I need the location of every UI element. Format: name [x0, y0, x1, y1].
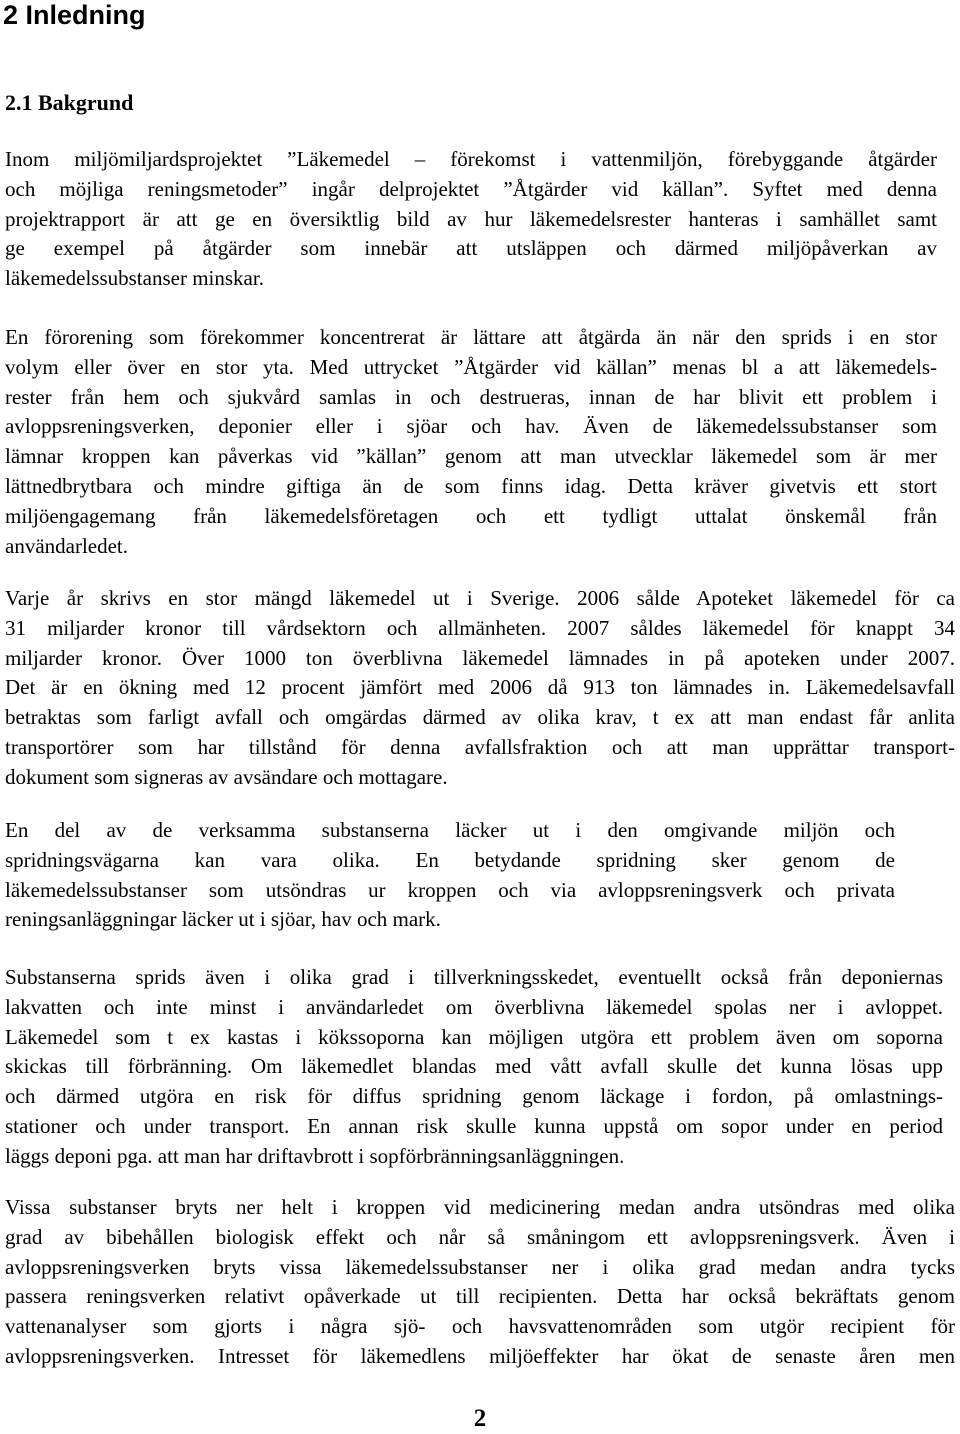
text-line: Varje år skrivs en stor mängd läkemedel ut i Sverige. 2006 sålde Apoteket läkemedel för ca — [5, 586, 955, 610]
text-line: avloppsreningsverken bryts vissa läkemedelssubstanser ner i olika grad medan andra tycks — [5, 1254, 955, 1279]
paragraph-4 — [5, 816, 895, 935]
text-line: miljöengagemang från läkemedelsföretagen och ett tydligt uttalat önskemål från — [5, 503, 937, 528]
text-line: lakvatten och inte minst i användarledet om överblivna läkemedel spolas ner i avloppet. — [5, 994, 943, 1019]
text-line: avloppsreningsverken, deponier eller i sjöar och hav. Även de läkemedelssubstanser som — [5, 414, 937, 439]
text-line: Substanserna sprids även i olika grad i tillverkningsskedet, eventuellt också från deponiernas — [5, 965, 943, 989]
text-line: vattenanalyser som gjorts i några sjö- och havsvattenområden som utgör recipient för — [5, 1314, 955, 1339]
text-line: stationer och under transport. En annan risk skulle kunna uppstå om sopor under en period — [5, 1113, 943, 1138]
page-number: 2 — [473, 1405, 487, 1432]
section-heading: 2.1 Bakgrund — [5, 90, 134, 115]
text-line: volym eller över en stor yta. Med uttrycket ”Åtgärder vid källan” menas bl a att läkemedels- — [5, 354, 937, 379]
text-line: användarledet. — [5, 533, 129, 558]
text-line: läggs deponi pga. att man har driftavbrott i sopförbränningsanläggningen. — [5, 1143, 625, 1168]
text-line: Inom miljömiljardsprojektet ”Läkemedel – förekomst i vattenmiljön, förebyggande åtgärder — [5, 147, 937, 171]
text-line: Läkemedel som t ex kastas i kökssoporna kan möjligen utgöra ett problem även om soporna — [5, 1024, 943, 1049]
text-line: rester från hem och sjukvård samlas in och destrueras, innan de har blivit ett problem i — [5, 384, 937, 409]
paragraph-6 — [5, 1193, 955, 1372]
text-line: En del av de verksamma substanserna läcker ut i den omgivande miljön och — [5, 818, 895, 842]
text-line: lättnedbrytbara och mindre giftiga än de som finns idag. Detta kräver givetvis ett stort — [5, 473, 937, 498]
text-line: betraktas som farligt avfall och omgärdas därmed av olika krav, t ex att man endast får anlita — [5, 705, 955, 730]
text-line: läkemedelssubstanser som utsöndras ur kroppen och via avloppsreningsverk och privata — [5, 877, 895, 902]
text-line: Vissa substanser bryts ner helt i kroppen vid medicinering medan andra utsöndras med olika — [5, 1195, 955, 1219]
text-line: projektrapport är att ge en översiktlig bild av hur läkemedelsrester hanteras i samhället samt — [5, 206, 937, 231]
text-line: spridningsvägarna kan vara olika. En betydande spridning sker genom de — [5, 847, 895, 872]
text-line: Det är en ökning med 12 procent jämfört med 2006 då 913 ton lämnades in. Läkemedelsavfall — [5, 675, 955, 700]
text-line: 31 miljarder kronor till vårdsektorn och allmänheten. 2007 såldes läkemedel för knappt 34 — [5, 615, 955, 640]
text-line: ge exempel på åtgärder som innebär att utsläppen och därmed miljöpåverkan av — [5, 236, 937, 261]
text-line: passera reningsverken relativt opåverkade ut till recipienten. Detta har också bekräftats genom — [5, 1284, 955, 1309]
text-line: reningsanläggningar läcker ut i sjöar, hav och mark. — [5, 907, 441, 932]
text-line: En förorening som förekommer koncentrerat är lättare att åtgärda än när den sprids i en stor — [5, 325, 937, 349]
text-line: läkemedelssubstanser minskar. — [5, 266, 264, 291]
paragraph-5 — [5, 963, 943, 1172]
paragraph-1 — [5, 145, 937, 294]
paragraph-2 — [5, 323, 937, 561]
text-line: lämnar kroppen kan påverkas vid ”källan” genom att man utvecklar läkemedel som är mer — [5, 444, 937, 469]
text-line: grad av bibehållen biologisk effekt och når så småningom ett avloppsreningsverk. Även i — [5, 1224, 955, 1249]
chapter-heading: 2 Inledning — [3, 0, 146, 30]
text-line: och möjliga reningsmetoder” ingår delprojektet ”Åtgärder vid källan”. Syftet med denna — [5, 176, 937, 201]
text-line: avloppsreningsverken. Intresset för läkemedlens miljöeffekter har ökat de senaste åren men — [5, 1343, 955, 1368]
text-line: skickas till förbränning. Om läkemedlet blandas med vått avfall skulle det kunna lösas upp — [5, 1054, 943, 1079]
text-line: dokument som signeras av avsändare och mottagare. — [5, 764, 448, 789]
text-line: och därmed utgöra en risk för diffus spridning genom läckage i fordon, på omlastnings- — [5, 1084, 943, 1109]
text-line: miljarder kronor. Över 1000 ton överblivna läkemedel lämnades in på apoteken under 2007. — [5, 645, 955, 670]
paragraph-3 — [5, 584, 955, 793]
text-line: transportörer som har tillstånd för denna avfallsfraktion och att man upprättar transport- — [5, 734, 955, 759]
